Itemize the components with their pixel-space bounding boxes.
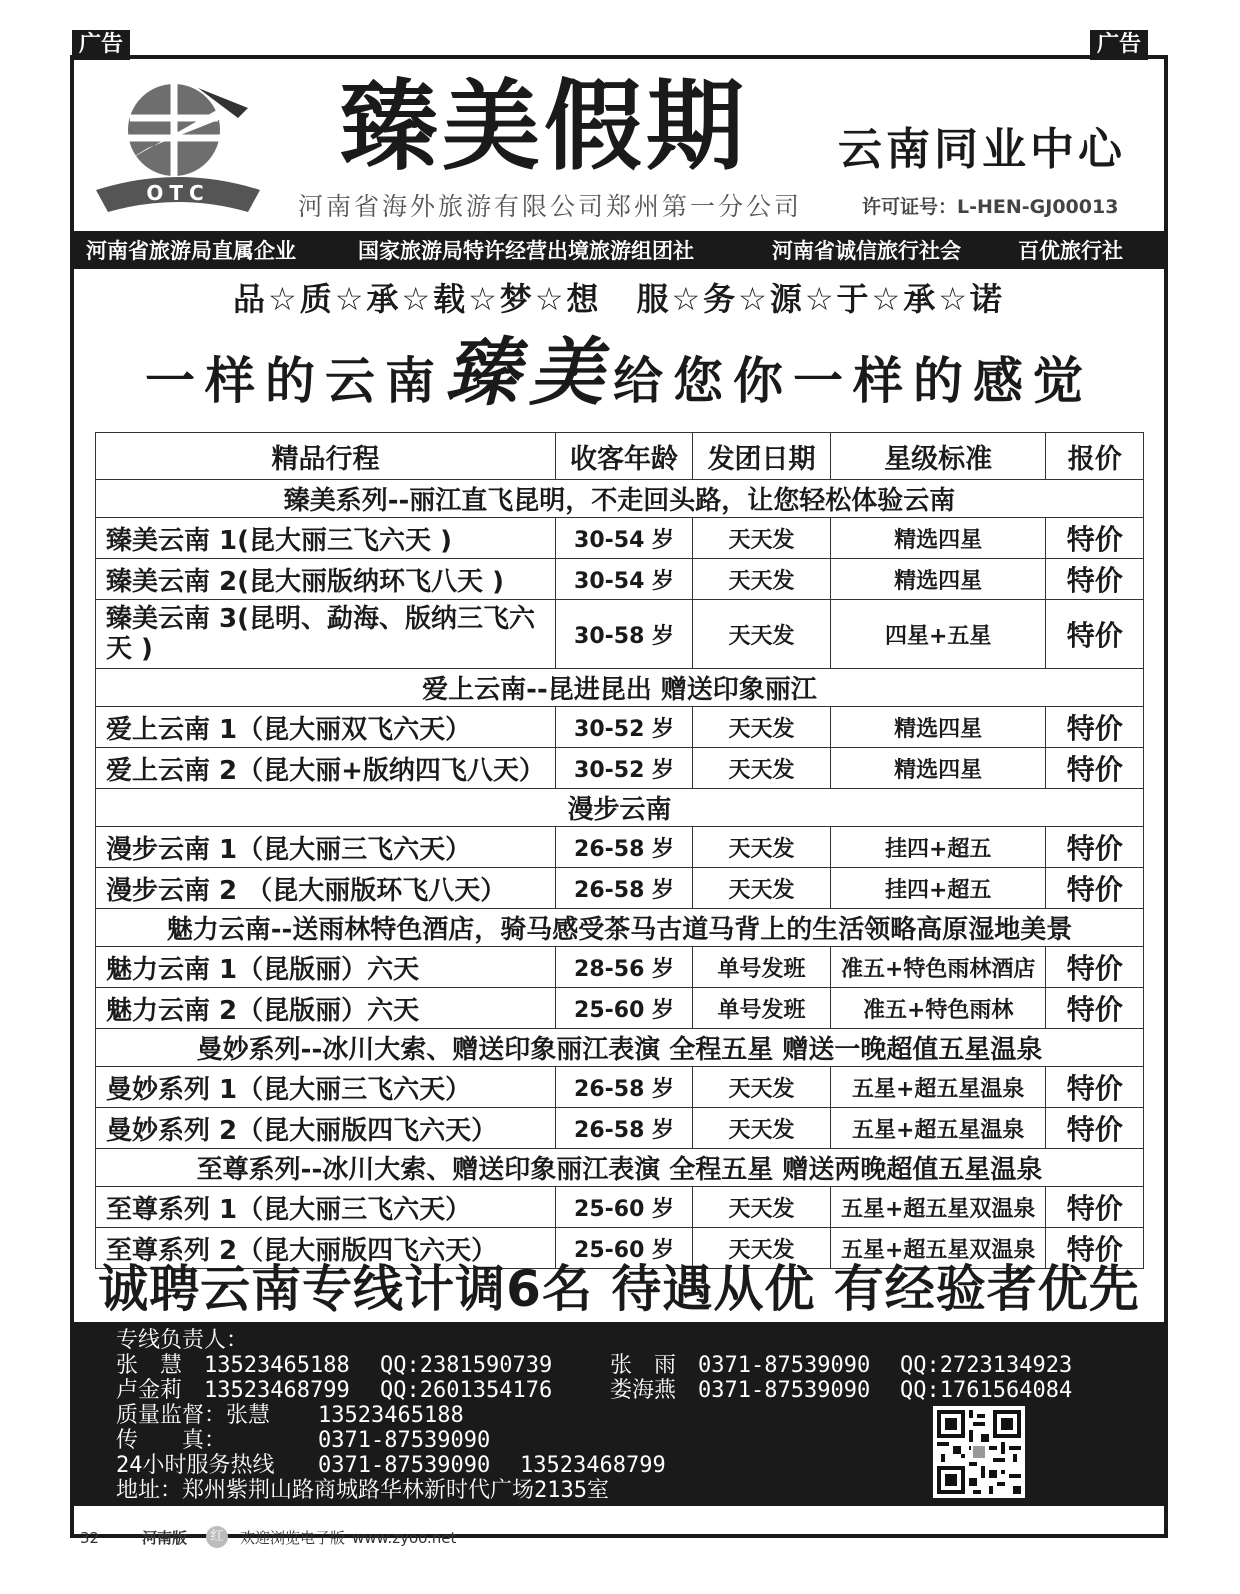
route-name: 魅力云南 1（昆版丽）六天 [96, 947, 556, 988]
company-name: 河南省海外旅游有限公司郑州第一分公司 [298, 192, 803, 221]
section-row [96, 1149, 1144, 1187]
table-header-row [96, 433, 1144, 480]
route-name: 臻美云南 1(昆大丽三飞六天 ) [96, 518, 556, 559]
age-range: 30-58 岁 [555, 600, 692, 669]
center-name: 云南同业中心 [838, 124, 1126, 175]
age-range: 30-54 岁 [555, 518, 692, 559]
departure-date: 单号发班 [693, 947, 831, 988]
contact-heading: 专线负责人： [116, 1328, 249, 1353]
departure-date: 天天发 [693, 600, 831, 669]
section-title: 漫步云南 [96, 789, 1144, 827]
departure-date: 天天发 [693, 1108, 831, 1149]
departure-date: 天天发 [693, 868, 831, 909]
slogan-yunnan [74, 330, 1164, 421]
header-date: 发团日期 [693, 433, 831, 480]
section-title: 至尊系列--冰川大索、赠送印象丽江表演 全程五星 赠送两晚超值五星温泉 [96, 1149, 1144, 1187]
contact-phone: 13523465188 [204, 1353, 350, 1378]
section-row [96, 480, 1144, 518]
contact-name: 张 慧 [116, 1353, 183, 1378]
table-row [96, 868, 1144, 909]
header-price: 报价 [1046, 433, 1144, 480]
age-range: 25-60 岁 [555, 1228, 692, 1269]
route-name: 漫步云南 2 （昆大丽版环飞八天） [96, 868, 556, 909]
route-name: 曼妙系列 1（昆大丽三飞六天） [96, 1067, 556, 1108]
departure-date: 单号发班 [693, 988, 831, 1029]
route-name: 爱上云南 1（昆大丽双飞六天） [96, 707, 556, 748]
age-range: 25-60 岁 [555, 1187, 692, 1228]
contact-qq: QQ:2601354176 [380, 1378, 553, 1403]
star-standard: 准五+特色雨林酒店 [830, 947, 1045, 988]
section-row [96, 909, 1144, 947]
age-range: 30-52 岁 [555, 707, 692, 748]
credential-item: 河南省旅游局直属企业 [86, 239, 296, 263]
departure-date: 天天发 [693, 1067, 831, 1108]
star-standard: 五星+超五星双温泉 [830, 1228, 1045, 1269]
table-row [96, 748, 1144, 789]
contact-phone: 0371-87539090 [698, 1378, 871, 1403]
table-row [96, 988, 1144, 1029]
star-standard: 挂四+超五 [830, 827, 1045, 868]
age-range: 26-58 岁 [555, 1067, 692, 1108]
slogan-part-2: 给您你一样的感觉 [613, 351, 1093, 410]
section-title: 臻美系列--丽江直飞昆明，不走回头路，让您轻松体验云南 [96, 480, 1144, 518]
age-range: 30-52 岁 [555, 748, 692, 789]
departure-date: 天天发 [693, 827, 831, 868]
credential-band [74, 231, 1164, 269]
otc-globe-logo [88, 78, 268, 218]
departure-date: 天天发 [693, 707, 831, 748]
slogan-quality: 品☆质☆承☆载☆梦☆想 服☆务☆源☆于☆承☆诺 [233, 280, 1005, 318]
section-row [96, 1029, 1144, 1067]
edition-circle-icon: 红 [206, 1526, 228, 1548]
table-row [96, 1108, 1144, 1149]
price-tag: 特价 [1046, 707, 1144, 748]
route-name: 漫步云南 1（昆大丽三飞六天） [96, 827, 556, 868]
price-tag: 特价 [1046, 868, 1144, 909]
recruitment-banner: 诚聘云南专线计调6名 待遇从优 有经验者优先 [98, 1260, 1140, 1318]
brand-name: 臻美假期 [340, 70, 749, 184]
hotline-label: 24小时服务热线 [116, 1453, 275, 1478]
credential-item: 河南省诚信旅行社会 [772, 239, 961, 263]
age-range: 30-54 岁 [555, 559, 692, 600]
table-row [96, 947, 1144, 988]
section-row [96, 789, 1144, 827]
price-tag: 特价 [1046, 827, 1144, 868]
price-tag: 特价 [1046, 988, 1144, 1029]
table-row [96, 1067, 1144, 1108]
header-age: 收客年龄 [555, 433, 692, 480]
route-name: 魅力云南 2（昆版丽）六天 [96, 988, 556, 1029]
star-standard: 五星+超五星双温泉 [830, 1187, 1045, 1228]
quality-phone: 13523465188 [318, 1403, 464, 1428]
route-name: 至尊系列 2（昆大丽版四飞六天） [96, 1228, 556, 1269]
price-tag: 特价 [1046, 559, 1144, 600]
ad-label-right: 广告 [1090, 30, 1148, 60]
price-tag: 特价 [1046, 600, 1144, 669]
section-title: 曼妙系列--冰川大索、赠送印象丽江表演 全程五星 赠送一晚超值五星温泉 [96, 1029, 1144, 1067]
table-row [96, 518, 1144, 559]
age-range: 25-60 岁 [555, 988, 692, 1029]
license-number: 许可证号：L-HEN-GJ00013 [862, 196, 1119, 218]
price-tag: 特价 [1046, 1187, 1144, 1228]
star-standard: 准五+特色雨林 [830, 988, 1045, 1029]
star-standard: 精选四星 [830, 748, 1045, 789]
quality-label: 质量监督：张慧 [116, 1403, 271, 1428]
table-row [96, 707, 1144, 748]
contact-qq: QQ:2381590739 [380, 1353, 553, 1378]
table-body [96, 480, 1144, 1269]
website-link[interactable]: www.zyoo.net [352, 1529, 457, 1547]
slogan-part-1: 一样的云南 [145, 351, 445, 410]
slogan-highlight: 臻美 [445, 330, 613, 416]
route-name: 臻美云南 2(昆大丽版纳环飞八天 ) [96, 559, 556, 600]
fax-label: 传 真： [116, 1428, 227, 1453]
header-route: 精品行程 [96, 433, 556, 480]
age-range: 26-58 岁 [555, 1108, 692, 1149]
section-title: 魅力云南--送雨林特色酒店，骑马感受茶马古道马背上的生活领略高原湿地美景 [96, 909, 1144, 947]
contact-name: 娄海燕 [610, 1378, 677, 1403]
age-range: 28-56 岁 [555, 947, 692, 988]
header-star: 星级标准 [830, 433, 1045, 480]
price-tag: 特价 [1046, 1108, 1144, 1149]
contact-qq: QQ:2723134923 [900, 1353, 1073, 1378]
contact-phone: 0371-87539090 [698, 1353, 871, 1378]
price-tag: 特价 [1046, 947, 1144, 988]
star-standard: 精选四星 [830, 707, 1045, 748]
section-row [96, 669, 1144, 707]
price-tag: 特价 [1046, 518, 1144, 559]
hotline-number: 0371-87539090 [318, 1453, 491, 1478]
star-standard: 精选四星 [830, 559, 1045, 600]
address: 地址：郑州紫荆山路商城路华林新时代广场2135室 [116, 1478, 609, 1503]
contact-qq: QQ:1761564084 [900, 1378, 1073, 1403]
price-tag: 特价 [1046, 1228, 1144, 1269]
departure-date: 天天发 [693, 748, 831, 789]
qr-code [933, 1406, 1025, 1498]
route-name: 至尊系列 1（昆大丽三飞六天） [96, 1187, 556, 1228]
route-name: 爱上云南 2（昆大丽+版纳四飞八天） [96, 748, 556, 789]
contact-phone: 13523468799 [204, 1378, 350, 1403]
credential-item: 国家旅游局特许经营出境旅游组团社 [358, 239, 694, 263]
contact-name: 卢金莉 [116, 1378, 183, 1403]
price-tag: 特价 [1046, 1067, 1144, 1108]
welcome-text: 欢迎浏览电子版 [240, 1529, 346, 1547]
logo-text: OTC [146, 181, 210, 205]
star-standard: 挂四+超五 [830, 868, 1045, 909]
departure-date: 天天发 [693, 1187, 831, 1228]
section-title: 爱上云南--昆进昆出 赠送印象丽江 [96, 669, 1144, 707]
star-standard: 四星+五星 [830, 600, 1045, 669]
age-range: 26-58 岁 [555, 868, 692, 909]
star-standard: 五星+超五星温泉 [830, 1067, 1045, 1108]
table-row [96, 1187, 1144, 1228]
age-range: 26-58 岁 [555, 827, 692, 868]
price-tag: 特价 [1046, 748, 1144, 789]
contact-name: 张 雨 [610, 1353, 677, 1378]
table-row [96, 600, 1144, 669]
departure-date: 天天发 [693, 1228, 831, 1269]
credential-item: 百优旅行社 [1018, 239, 1123, 263]
fax-number: 0371-87539090 [318, 1428, 491, 1453]
table-row [96, 827, 1144, 868]
departure-date: 天天发 [693, 518, 831, 559]
page-number: 32 [80, 1529, 100, 1547]
table-row [96, 559, 1144, 600]
ad-label-left: 广告 [72, 30, 130, 60]
departure-date: 天天发 [693, 559, 831, 600]
edition-label: 河南版 [142, 1529, 188, 1547]
star-standard: 精选四星 [830, 518, 1045, 559]
star-standard: 五星+超五星温泉 [830, 1108, 1045, 1149]
route-name: 曼妙系列 2（昆大丽版四飞六天） [96, 1108, 556, 1149]
itinerary-table [95, 432, 1144, 1269]
route-name: 臻美云南 3(昆明、勐海、版纳三飞六天 ) [96, 600, 556, 669]
hotline-mobile: 13523468799 [520, 1453, 666, 1478]
